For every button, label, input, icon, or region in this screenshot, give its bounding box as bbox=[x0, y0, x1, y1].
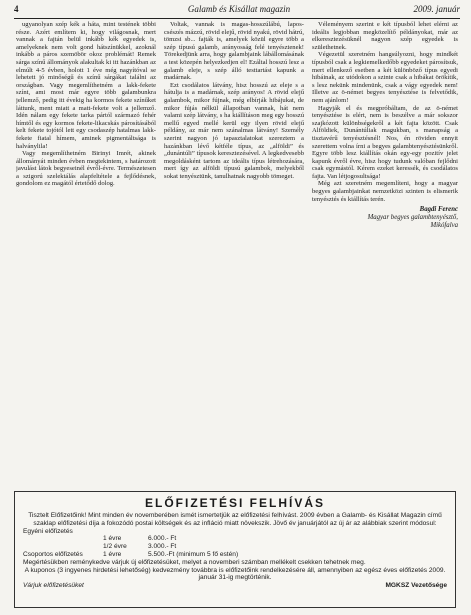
price-label: Csoportos előfizetés bbox=[23, 550, 83, 558]
price-row bbox=[23, 551, 447, 559]
subscription-notice-box bbox=[14, 491, 456, 608]
author-role: Magyar begyes galambtenyésztő, bbox=[367, 214, 458, 222]
author-signature bbox=[312, 206, 458, 230]
price-row bbox=[23, 543, 447, 551]
subscription-payment-note: Megértésükben reménykedve várjuk új előfizetésüket, melyet a novemberi számban mellékelt csekken tehetnek meg. bbox=[23, 558, 366, 566]
paragraph: Véleményem szerint e két típusból lehet elérni az ideális legjobban megközelítő példányokat, már az elkeresztezésüknél nagyon szép egyedek is születhetnek. bbox=[312, 21, 458, 51]
paragraph: Hagyják el és megpróbáltam, de az ö-német tenyésztése is elért, nem is beszélve a már sokszor szajkózott különbségekről a két fajta között. Csak Alföldiek, Dunántúliak magukban, s manapság a tisztavérű tenyésztésnél! Nos, én röviden ennyit szerettem volna írni a begyes galambtenyésztésünkről. Egyre több lesz kiállítás okán egy-egy pozitív jelet kapunk évről évre, hisz hogy tudunk valóban fejlődni csak egymástól. Kérem ezeket keressék, és csodálatos fajta. Van létjogosultsága! bbox=[312, 104, 458, 180]
paragraph: Még azt szeretném megemlíteni, hogy a magyar begyes galambjainkat nemzetközi szinten is elismerik tenyésztés és kiállítás terén. bbox=[312, 180, 458, 203]
price-value: 6.000.- Ft bbox=[148, 535, 177, 543]
individual-subscription-label: Egyéni előfizetés bbox=[23, 527, 73, 535]
page-header bbox=[14, 4, 460, 17]
price-value: 3.000.- Ft bbox=[148, 543, 177, 551]
organization-name: MGKSZ Vezetősége bbox=[385, 582, 447, 590]
subscription-title: ELŐFIZETÉSI FELHÍVÁS bbox=[144, 496, 325, 510]
author-place: Mikófalva bbox=[430, 222, 458, 230]
article-column-3 bbox=[312, 21, 458, 491]
author-name: Bagdi Ferenc bbox=[419, 206, 458, 214]
price-period: 1 évre bbox=[103, 535, 122, 543]
subscription-footer bbox=[23, 582, 447, 590]
price-period: 1/2 évre bbox=[103, 543, 127, 551]
paragraph: Voltak, vannak is magas-hosszúlábú, lapos-csészés mázzú, rövid elejű, rövid nyakú, rövid hátrú, tömzsi sb... fajták is, amelyek közül egyre több a szép típusú galamb, arányosság felé tenyésztenek! Törekedjünk arra, hogy galambjaink lábállomásának a test közepén helyezkedjen el! Ezáltal hosszú lesz a galamb eleje, s szép álló testtartást kapunk a madárnak. bbox=[164, 21, 304, 82]
article-column-2 bbox=[164, 21, 304, 491]
subscription-coupon-note: A kuponos (3 ingyenes hirdetési lehetőség) kedvezmény továbbra is előfizetőink rendelkezésére áll, amennyiben az egész éves előfizetés 2009. január 31-ig megtörténik. bbox=[24, 566, 446, 582]
issue-date: 2009. január bbox=[413, 4, 460, 14]
header-rule bbox=[14, 18, 460, 19]
price-period: 1 évre bbox=[103, 550, 122, 558]
page-number: 4 bbox=[14, 4, 19, 14]
price-value: 5.500.-Ft (minimum 5 fő estén) bbox=[148, 550, 239, 558]
price-row bbox=[23, 535, 447, 543]
subscription-call-to-action: Várjuk előfizetésüket bbox=[23, 582, 84, 590]
paragraph: Vagy megemlíthetném Birinyi Imrét, akinek állományát minden évben megtekintem, s határozott javulást látok begyeseinél évről-évre. Természetesen a szigorú szelektálás alapfeltétele a fejlődésnek, gondolom ez magától értetődő dolog. bbox=[16, 150, 156, 188]
paragraph: Ezt csodálatos látvány, hisz hosszú az eleje s a hátulja is a madárnak, szép arányos! A rövid elejű galambok, mikor fújnak, még elbírják hibájukat, de mikor fújás nélkül állapotban vannak, hát nem valami szép látvány, s ha kiállításon meg egy hosszú mellű egyed mellé kerül egy ilyen rövid elejű példány, az már nem szánalmas látvány! Személy szerint nagyon jó tapasztalatokat szereztem a hazánkban lévő kétféle típus, az „alföldi” és „dunántúli” típusok keresztezésével. A legkedvesebb megoldásként tartom az ideális típus létrehozására, mert így az alföldi típusú galambok, melyekből sokat tenyésztünk, tanulhatnak nagyobb tömeget. bbox=[164, 81, 304, 180]
paragraph: Végezetül szeretném hangsúlyozni, hogy mindkét típusból csak a legkiemelkedőbb egyedeket párosítsuk, mert ellenkező esetben a két különböző típus egyedi hibáinak, az utódokon a szinte csak a hibákat örökítik, s lesz nekünk mindenünk, csak a vágy egyedek nem! Illetve az ö-német begyes tenyésztése is felvetődik, nem ajánlom! bbox=[312, 51, 458, 104]
magazine-title: Galamb és Kisállat magazin bbox=[187, 4, 291, 14]
paragraph: ugyanolyan szép kék a háta, mint testének többi része. Azért említem ki, hogy világosnak, mert vannak a fajtán belül inkább kék egyedek is, amelyeknek nem volt gond hátszínükkel, azoknál inkább a páros szemöbör okoz problémát! Remek sárga színű állományok alakultak ki itt hazánkban az elmúlt 4-5 évben, holott 1 éve még nagyítóval se lehetett jó minőségű és színű sárgákat találni az országban. Vagy megemlíthetném a lakk-fekete színt, ami most már egyre több galambunkra jellemző, pedig itt évekig ha kormos fekete színűket láttunk, ment miatt a matt-fekete volt a jellemző. Idén nálam egy fekete tarka pártól származó fehér hímtől és egy kormos fekete-likacskás párosításából kelt fekete tojótól lett egy csodaszép hatalmas lakk-fekete fiatal hímem, aminek pigmentáltsága is halványlila! bbox=[16, 21, 156, 150]
subscription-intro: Tisztelt Előfizetőink! Mint minden év novemberében ismét ismertetjük az előfizetési felhívást. 2009 évben a Galamb- és Kisállat Magazin című szaklap előfizetési díja a fokozódó postai költségek és az infláció miatt növekszik. Jövő év januárjától az új ár az alábbiak szerint módosul: bbox=[28, 512, 442, 527]
article-column-1 bbox=[16, 21, 156, 491]
